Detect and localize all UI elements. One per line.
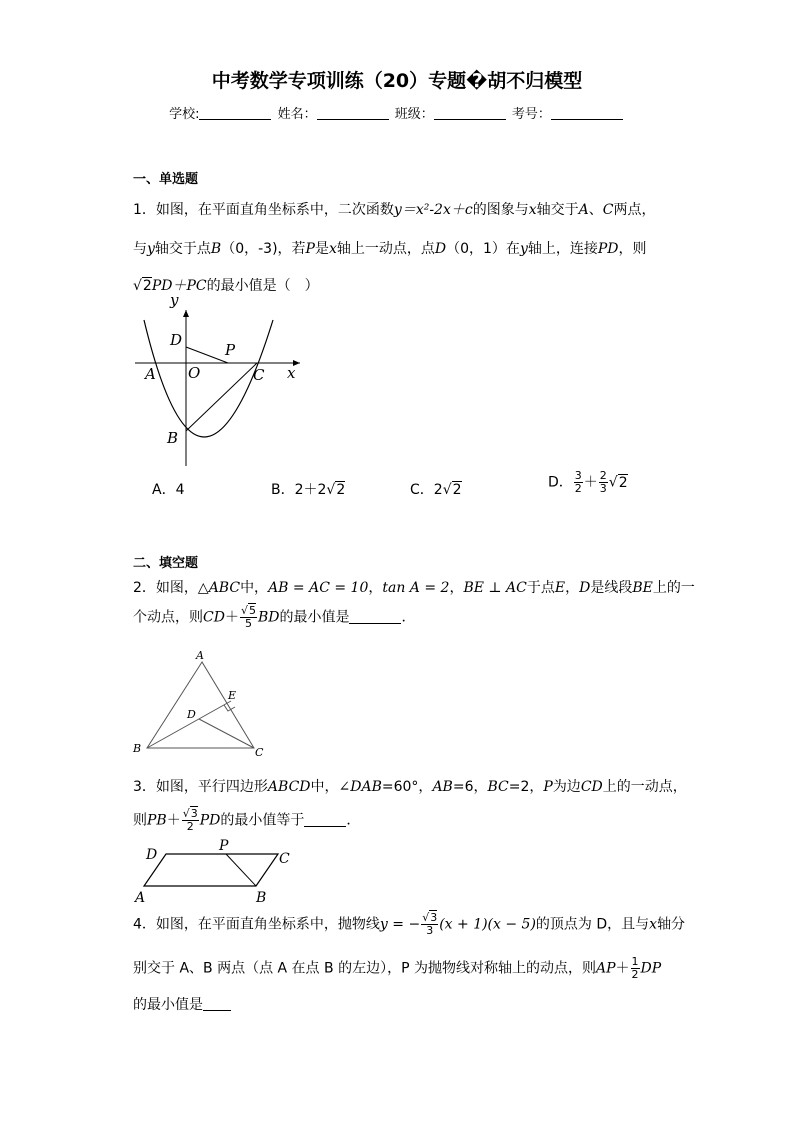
q2-figure <box>130 648 270 760</box>
label-B: B <box>167 429 179 447</box>
parallelogram-ABCD <box>144 854 278 886</box>
name-label: 姓名： <box>277 107 317 122</box>
exam-no-blank[interactable] <box>551 106 623 120</box>
q2-answer-blank[interactable] <box>349 611 401 624</box>
page-title: 中考数学专项训练（20）专题�胡不归模型 <box>211 70 583 92</box>
q3-answer-blank[interactable] <box>304 814 346 827</box>
q2-line-1: 2．如图，△ABC中，AB = AC = 10，tan A = 2，BE ⊥ AC于点E，D是线段BE上的一 <box>133 580 695 596</box>
q1-option-c[interactable]: C．2√2 <box>410 482 462 498</box>
school-blank[interactable] <box>199 106 271 120</box>
label-x: x <box>287 364 296 382</box>
q1-option-d[interactable]: D． $\frac{3}{2}$ ＋ $\frac{2}{3}$ √2 <box>548 469 628 495</box>
q4-line-2: 别交于 A、B 两点（点 A 在点 B 的左边），P 为抛物线对称轴上的动点，则AP＋ $\frac{1}{2}$ DP <box>133 955 662 981</box>
label-D: D <box>187 708 196 721</box>
label-A: A <box>145 365 156 383</box>
q1-function: y＝x²-2x＋c <box>393 202 473 218</box>
label-B: B <box>256 890 267 906</box>
q3-figure <box>130 838 300 908</box>
label-D: D <box>146 847 158 863</box>
section-single-choice: 一、单选题 <box>133 172 199 187</box>
q1-figure <box>130 296 310 472</box>
segment-DP <box>186 347 228 363</box>
label-B: B <box>133 742 142 755</box>
section-fill-blank: 二、填空题 <box>133 556 199 571</box>
label-C: C <box>253 366 265 384</box>
school-label: 学校: <box>169 107 200 122</box>
label-C: C <box>279 851 290 867</box>
q1-line-2: 与y轴交于点B（0，-3)，若P是x轴上一动点，点D（0，1）在y轴上，连接PD，则 <box>133 241 647 257</box>
student-info <box>0 103 794 122</box>
q1-line-1: 1．如图，在平面直角坐标系中，二次函数y＝x²-2x＋c的图象与x轴交于A、C两点， <box>133 202 656 218</box>
y-axis-arrow <box>183 310 189 317</box>
triangle-ABC <box>147 662 254 748</box>
q3-line-2: 则PB＋ $\frac{√3}{2}$ PD的最小值等于 ． <box>133 807 361 833</box>
class-blank[interactable] <box>434 106 506 120</box>
label-D: D <box>170 331 183 349</box>
label-C: C <box>255 746 264 759</box>
exam-no-label: 考号： <box>511 107 551 122</box>
q4-answer-blank[interactable] <box>203 998 231 1011</box>
label-P: P <box>225 341 236 359</box>
q1-option-a[interactable]: A．4 <box>152 482 185 498</box>
label-y: y <box>170 296 179 309</box>
label-A: A <box>135 890 146 906</box>
name-blank[interactable] <box>317 106 389 120</box>
q1-option-b[interactable]: B．2＋2√2 <box>271 482 346 498</box>
q4-line-1: 4．如图，在平面直角坐标系中，抛物线y = − $\frac{√3}{3}$ (x + 1)(x − 5)的顶点为 D，且与x轴分 <box>133 911 686 937</box>
label-P: P <box>219 838 229 854</box>
q4-line-3: 的最小值是 <box>133 994 231 1014</box>
label-O: O <box>188 364 201 382</box>
label-A: A <box>196 649 204 662</box>
segment-PB <box>226 854 256 886</box>
q3-line-1: 3．如图，平行四边形ABCD中，∠DAB=60°，AB=6，BC=2，P为边CD上的一动点， <box>133 779 687 795</box>
q2-line-2: 个动点，则CD＋ $\frac{√5}{5}$ BD的最小值是 ． <box>133 604 416 630</box>
label-E: E <box>228 689 237 702</box>
q1-line-3: √2PD＋PC的最小值是（ ） <box>133 278 319 294</box>
class-label: 班级： <box>394 107 434 122</box>
